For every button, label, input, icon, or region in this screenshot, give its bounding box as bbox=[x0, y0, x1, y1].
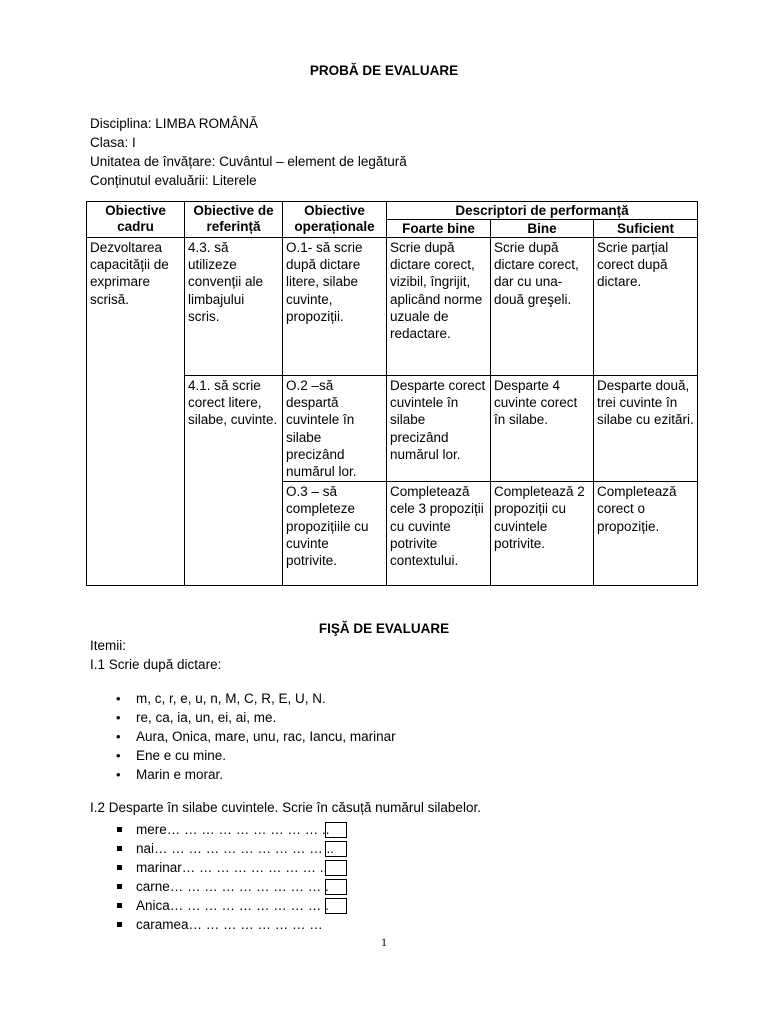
cell-foarte-bine: Scrie după dictare corect, vizibil, îngrijit, aplicând norme uzuale de redactare. bbox=[387, 238, 491, 376]
word-text: caramea… … … … … … … … bbox=[136, 917, 323, 932]
header-obiective-referinta: Obiective de referință bbox=[185, 202, 283, 238]
class-line: Clasa: I bbox=[90, 135, 136, 150]
answer-box[interactable] bbox=[325, 860, 347, 876]
items-intro bbox=[90, 637, 221, 674]
items-label: Itemii: bbox=[90, 638, 127, 653]
syllable-word-list bbox=[116, 820, 366, 934]
cell-operational: O.1- să scrie după dictare litere, silabe cuvinte, propoziții. bbox=[283, 238, 387, 376]
answer-box[interactable] bbox=[325, 898, 347, 914]
word-text: carne… … … … … … … … … . bbox=[136, 879, 329, 894]
cell-bine: Scrie după dictare corect, dar cu una- două greşeli. bbox=[491, 238, 594, 376]
header-obiective-operationale: Obiective operaționale bbox=[283, 202, 387, 238]
list-item bbox=[116, 820, 366, 839]
cell-operational: O.2 –să despartă cuvintele în silabe precizând numărul lor. bbox=[283, 376, 387, 482]
list-item bbox=[116, 858, 366, 877]
section-title: FIŞĂ DE EVALUARE bbox=[318, 621, 450, 636]
header-suficient: Suficient bbox=[594, 220, 698, 238]
page-number: 1 bbox=[381, 935, 387, 949]
evaluation-table bbox=[86, 201, 698, 586]
word-text: nai… … … … … … … … … … .. bbox=[136, 841, 335, 856]
item-1-instruction: I.1 Scrie după dictare: bbox=[90, 656, 222, 672]
header-obiective-cadru: Obiective cadru bbox=[87, 202, 185, 238]
cell-obiective-cadru: Dezvoltarea capacității de exprimare scrisă. bbox=[87, 238, 185, 586]
cell-bine: Completează 2 propoziții cu cuvintele potrivite. bbox=[491, 482, 594, 586]
list-item: • Ene e cu mine. bbox=[116, 746, 396, 765]
list-item: • re, ca, ia, un, ei, ai, me. bbox=[116, 708, 396, 727]
cell-bine: Desparte 4 cuvinte corect în silabe. bbox=[491, 376, 594, 482]
list-item: • m, c, r, e, u, n, M, C, R, E, U, N. bbox=[116, 689, 396, 708]
list-item: • Marin e morar. bbox=[116, 765, 396, 784]
cell-operational: O.3 – să completeze propozițiile cu cuvinte potrivite. bbox=[283, 482, 387, 586]
table-header-row bbox=[87, 202, 698, 220]
cell-referinta: 4.3. să utilizeze convenții ale limbajului scris. bbox=[185, 238, 283, 376]
list-item bbox=[116, 896, 366, 915]
item-2-instruction: I.2 Desparte în silabe cuvintele. Scrie în căsuță numărul silabelor. bbox=[90, 800, 481, 815]
answer-box[interactable] bbox=[325, 822, 347, 838]
list-item: • Aura, Onica, mare, unu, rac, Iancu, marinar bbox=[116, 727, 396, 746]
list-item bbox=[116, 839, 366, 858]
cell-suficient: Desparte două, trei cuvinte în silabe cu ezitări. bbox=[594, 376, 698, 482]
answer-box[interactable] bbox=[325, 841, 347, 857]
cell-referinta: 4.1. să scrie corect litere, silabe, cuvinte. bbox=[185, 376, 283, 586]
list-item bbox=[116, 877, 366, 896]
answer-box[interactable] bbox=[325, 879, 347, 895]
cell-suficient: Scrie parțial corect după dictare. bbox=[594, 238, 698, 376]
content-line: Conținutul evaluării: Literele bbox=[90, 173, 257, 188]
table-row bbox=[87, 238, 698, 376]
cell-foarte-bine: Completează cele 3 propoziții cu cuvinte potrivite contextului. bbox=[387, 482, 491, 586]
document-meta bbox=[90, 114, 407, 190]
subject-line: Disciplina: LIMBA ROMÂNĂ bbox=[90, 116, 259, 131]
word-text: marinar… … … … … … … … .. bbox=[136, 860, 328, 875]
word-text: Anica… … … … … … … … … . bbox=[136, 898, 329, 913]
dictation-list bbox=[116, 689, 396, 784]
cell-suficient: Completează corect o propoziție. bbox=[594, 482, 698, 586]
word-text: mere… … … … … … … … … .. bbox=[136, 822, 330, 837]
unit-line: Unitatea de învățare: Cuvântul – element de legătură bbox=[90, 154, 407, 169]
header-foarte-bine: Foarte bine bbox=[387, 220, 491, 238]
header-descriptori: Descriptori de performanță bbox=[387, 202, 698, 220]
cell-foarte-bine: Desparte corect cuvintele în silabe precizând numărul lor. bbox=[387, 376, 491, 482]
list-item bbox=[116, 915, 366, 934]
page-title: PROBĂ DE EVALUARE bbox=[309, 63, 459, 78]
header-bine: Bine bbox=[491, 220, 594, 238]
